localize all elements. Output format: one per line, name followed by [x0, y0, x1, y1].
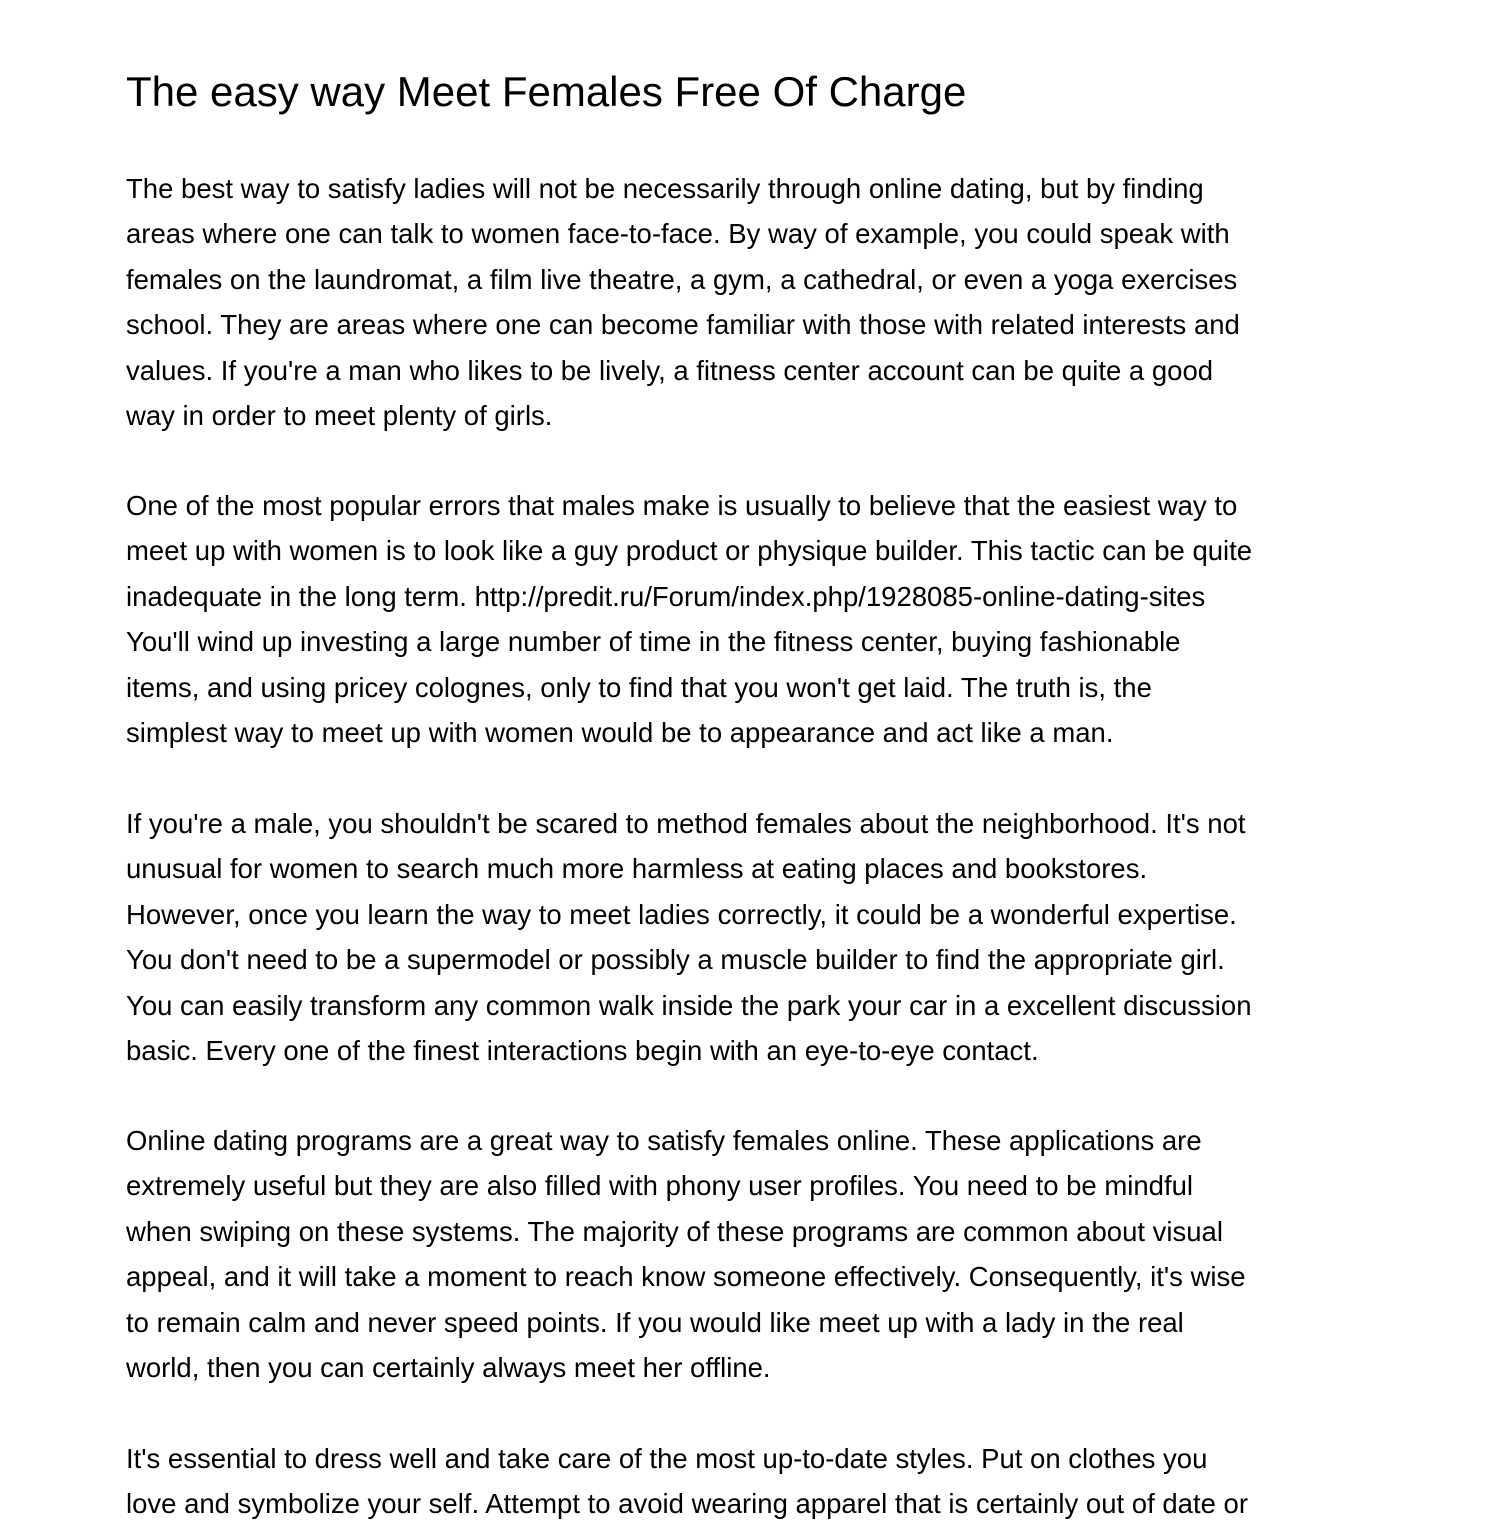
- paragraph-line: when swiping on these systems. The majority of these programs are common about visual: [126, 1215, 1223, 1247]
- paragraph-line: basic. Every one of the finest interactions begin with an eye-to-eye contact.: [126, 1035, 1039, 1067]
- paragraph-3: [126, 801, 1386, 1073]
- paragraph-line: school. They are areas where one can become familiar with those with related interests and: [126, 309, 1240, 341]
- paragraph-2: [126, 483, 1386, 755]
- paragraph-line: items, and using pricey colognes, only to find that you won't get laid. The truth is, the: [126, 671, 1152, 703]
- paragraph-1: [126, 166, 1386, 438]
- paragraph-line: One of the most popular errors that males make is usually to believe that the easiest way to: [126, 490, 1238, 521]
- paragraph-line: females on the laundromat, a film live theatre, a gym, a cathedral, or even a yoga exercises: [126, 263, 1238, 295]
- paragraph-line: The best way to satisfy ladies will not be necessarily through online dating, but by finding: [126, 173, 1204, 204]
- paragraph-line: However, once you learn the way to meet ladies correctly, it could be a wonderful expertise.: [126, 898, 1237, 930]
- paragraph-line: You'll wind up investing a large number of time in the fitness center, buying fashionable: [126, 626, 1181, 658]
- paragraph-line: areas where one can talk to women face-to-face. By way of example, you could speak with: [126, 218, 1230, 250]
- paragraph-line: world, then you can certainly always meet her offline.: [126, 1352, 771, 1384]
- paragraph-line: unusual for women to search much more harmless at eating places and bookstores.: [126, 853, 1148, 885]
- page-title: The easy way Meet Females Free Of Charge: [126, 68, 967, 115]
- paragraph-line: It's essential to dress well and take care of the most up-to-date styles. Put on clothes you: [126, 1443, 1208, 1474]
- paragraph-5: [126, 1436, 1386, 1527]
- paragraph-line: appeal, and it will take a moment to reach know someone effectively. Consequently, it's wise: [126, 1261, 1246, 1293]
- paragraph-line: Online dating programs are a great way to satisfy females online. These applications are: [126, 1125, 1202, 1156]
- paragraph-line-with-url: inadequate in the long term. http://predit.ru/Forum/index.php/1928085-online-dating-sites: [126, 580, 1206, 612]
- paragraph-line: way in order to meet plenty of girls.: [126, 400, 553, 432]
- paragraph-line: If you're a male, you shouldn't be scared to method females about the neighborhood. It's not: [126, 808, 1246, 839]
- paragraph-line-cut-off: love and symbolize your self. Attempt to avoid wearing apparel that is certainly out of date or: [126, 1488, 1248, 1520]
- paragraph-line: simplest way to meet up with women would be to appearance and act like a man.: [126, 717, 1114, 749]
- paragraph-line: You don't need to be a supermodel or possibly a muscle builder to find the appropriate girl.: [126, 944, 1225, 976]
- paragraph-line: extremely useful but they are also filled with phony user profiles. You need to be mindful: [126, 1170, 1194, 1202]
- paragraph-line: meet up with women is to look like a guy product or physique builder. This tactic can be quite: [126, 535, 1253, 567]
- paragraph-line: values. If you're a man who likes to be lively, a fitness center account can be quite a good: [126, 354, 1214, 386]
- paragraph-line: You can easily transform any common walk inside the park your car in a excellent discussion: [126, 989, 1252, 1021]
- paragraph-4: [126, 1118, 1386, 1390]
- paragraph-line: to remain calm and never speed points. If you would like meet up with a lady in the real: [126, 1306, 1184, 1338]
